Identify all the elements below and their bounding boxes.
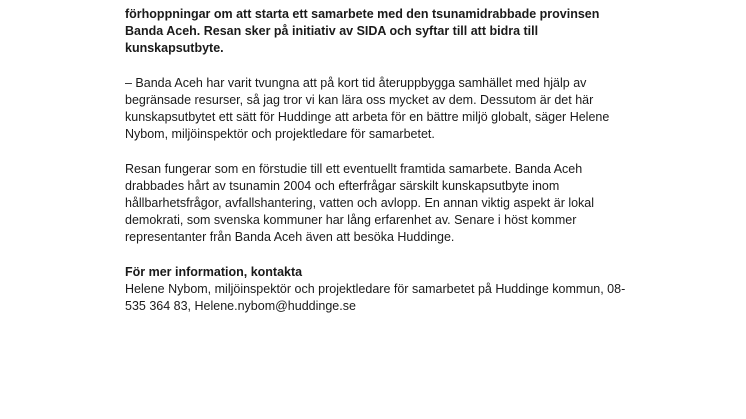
body-paragraph: Resan fungerar som en förstudie till ett eventuellt framtida samarbete. Banda Aceh drabbades hårt av tsunamin 2004 och efterfrågar särskilt kunskapsutbyte inom hållbarhetsfrågor, avfallshantering, vatten och avlopp. En annan viktig aspekt är lokal demokrati, som svenska kommuner har lång erfarenhet av. Senare i höst kommer representanter från Banda Aceh även att besöka Huddinge.: [125, 162, 595, 244]
quote-paragraph: – Banda Aceh har varit tvungna att på kort tid återuppbygga samhället med hjälp av begränsade resurser, så jag tror vi kan lära oss mycket av dem. Dessutom är det här kunskapsutbytet ett sätt för Huddinge att arbeta för en bättre miljö globalt, säger Helene Nybom, miljöinspektör och projektledare för samarbetet.: [125, 76, 610, 141]
contact-info: Helene Nybom, miljöinspektör och projektledare för samarbetet på Huddinge kommun, 08-535 364 83, Helene.nybom@huddinge.se: [125, 282, 626, 313]
contact-heading: För mer information, kontakta: [125, 265, 303, 279]
document-body: [125, 6, 633, 315]
lead-paragraph: förhoppningar om att starta ett samarbete med den tsunamidrabbade provinsen Banda Aceh. Resan sker på initiativ av SIDA och syftar till att bidra till kunskapsutbyte.: [125, 7, 600, 55]
